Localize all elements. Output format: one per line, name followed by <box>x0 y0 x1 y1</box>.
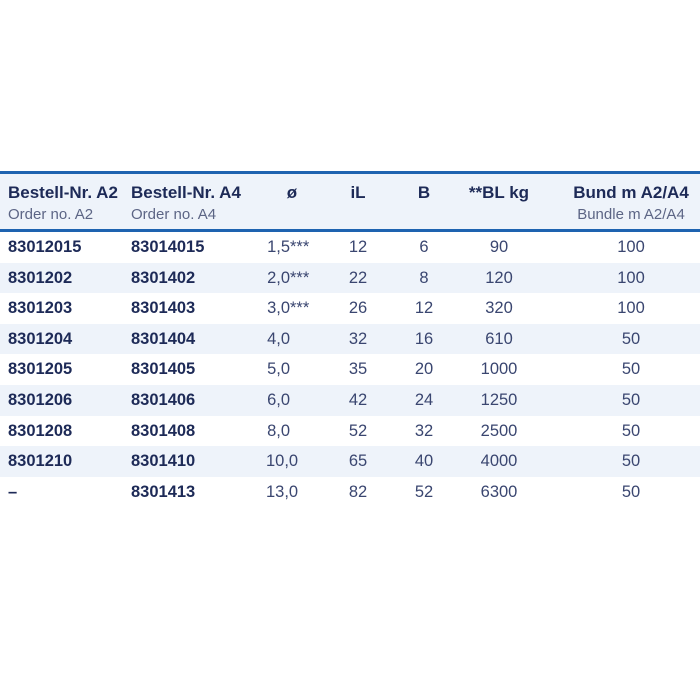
table-row <box>0 385 700 416</box>
diameter-cell <box>266 446 318 477</box>
bundle-cell: 100 <box>617 238 645 256</box>
order-no-a4-cell: 8301413 <box>131 482 196 501</box>
table-row <box>0 324 700 355</box>
diameter-cell <box>266 385 318 416</box>
table-row <box>0 446 700 477</box>
il-cell: 65 <box>348 452 368 471</box>
bl-kg-cell: 1000 <box>480 360 518 379</box>
diameter-value: 2,0 <box>267 268 290 287</box>
table-header <box>0 174 700 229</box>
il-cell: 42 <box>348 390 368 409</box>
b-cell: 24 <box>414 390 434 409</box>
bl-kg-cell: 90 <box>489 238 509 256</box>
diameter-footnote-marker: *** <box>290 268 310 287</box>
header-diameter: ø <box>286 183 298 202</box>
order-no-a2-cell: 8301204 <box>8 329 73 348</box>
bundle-cell: 50 <box>621 482 641 501</box>
order-no-a2-cell: 8301210 <box>8 452 73 471</box>
diameter-value: 3,0 <box>267 299 290 318</box>
product-table <box>0 171 700 507</box>
b-cell: 40 <box>414 452 434 471</box>
bundle-cell: 50 <box>621 452 641 471</box>
diameter-value: 4,0 <box>267 329 290 348</box>
header-order-no-a2: Bestell-Nr. A2 <box>8 183 118 202</box>
header-bundle-en: Bundle m A2/A4 <box>577 206 685 223</box>
il-cell: 32 <box>348 329 368 348</box>
diameter-cell <box>266 354 318 385</box>
header-il: iL <box>350 183 366 202</box>
diameter-cell <box>266 477 318 508</box>
order-no-a4-cell: 8301405 <box>131 360 196 379</box>
bl-kg-cell: 610 <box>485 329 513 348</box>
order-no-a2-cell: 8301208 <box>8 421 73 440</box>
order-no-a4-cell: 8301402 <box>131 268 196 287</box>
order-no-a4-cell: 8301403 <box>131 299 196 318</box>
bundle-cell: 100 <box>617 299 645 318</box>
diameter-value: 5,0 <box>267 360 290 379</box>
header-bl-kg: **BL kg <box>468 183 530 202</box>
order-no-a4-cell: 8301410 <box>131 452 196 471</box>
il-cell: 35 <box>348 360 368 379</box>
bl-kg-cell: 320 <box>485 299 513 318</box>
b-cell: 8 <box>419 268 429 287</box>
header-b: B <box>417 183 431 202</box>
il-cell: 22 <box>348 268 368 287</box>
b-cell: 52 <box>414 482 434 501</box>
diameter-value: 8,0 <box>267 421 290 440</box>
bundle-cell: 100 <box>617 268 645 287</box>
diameter-value: 10,0 <box>266 452 299 471</box>
b-cell: 12 <box>414 299 434 318</box>
order-no-a2-cell: 8301203 <box>8 299 73 318</box>
header-order-no-a4: Bestell-Nr. A4 <box>131 183 241 202</box>
bl-kg-cell: 6300 <box>480 482 518 501</box>
diameter-value: 1,5 <box>267 238 290 256</box>
diameter-footnote-marker: *** <box>290 238 310 256</box>
b-cell: 32 <box>414 421 434 440</box>
order-no-a4-cell: 8301406 <box>131 390 196 409</box>
table-row <box>0 416 700 447</box>
diameter-footnote-marker: *** <box>290 299 310 318</box>
bl-kg-cell: 4000 <box>480 452 518 471</box>
il-cell: 52 <box>348 421 368 440</box>
order-no-a2-cell: 8301202 <box>8 268 73 287</box>
table-row <box>0 263 700 294</box>
order-no-a2-cell: – <box>8 482 18 501</box>
bl-kg-cell: 1250 <box>480 390 518 409</box>
diameter-cell <box>266 293 318 324</box>
order-no-a4-cell: 8301404 <box>131 329 196 348</box>
header-order-no-a4-en: Order no. A4 <box>131 206 217 223</box>
diameter-value: 13,0 <box>266 482 299 501</box>
order-no-a4-cell: 83014015 <box>131 238 205 256</box>
bundle-cell: 50 <box>621 329 641 348</box>
diameter-cell <box>266 232 318 263</box>
table-row <box>0 232 700 263</box>
order-no-a4-cell: 8301408 <box>131 421 196 440</box>
order-no-a2-cell: 8301205 <box>8 360 73 379</box>
table-body <box>0 232 700 507</box>
diameter-cell <box>266 263 318 294</box>
il-cell: 82 <box>348 482 368 501</box>
b-cell: 16 <box>414 329 434 348</box>
table-row <box>0 477 700 508</box>
bl-kg-cell: 2500 <box>480 421 518 440</box>
bl-kg-cell: 120 <box>485 268 513 287</box>
table-row <box>0 293 700 324</box>
bundle-cell: 50 <box>621 360 641 379</box>
bundle-cell: 50 <box>621 390 641 409</box>
table-row <box>0 354 700 385</box>
header-bundle: Bund m A2/A4 <box>573 183 689 202</box>
bundle-cell: 50 <box>621 421 641 440</box>
diameter-cell <box>266 416 318 447</box>
il-cell: 12 <box>348 238 368 256</box>
diameter-cell <box>266 324 318 355</box>
header-order-no-a2-en: Order no. A2 <box>8 206 94 223</box>
order-no-a2-cell: 8301206 <box>8 390 73 409</box>
b-cell: 6 <box>419 238 429 256</box>
order-no-a2-cell: 83012015 <box>8 238 82 256</box>
diameter-value: 6,0 <box>267 390 290 409</box>
il-cell: 26 <box>348 299 368 318</box>
b-cell: 20 <box>414 360 434 379</box>
